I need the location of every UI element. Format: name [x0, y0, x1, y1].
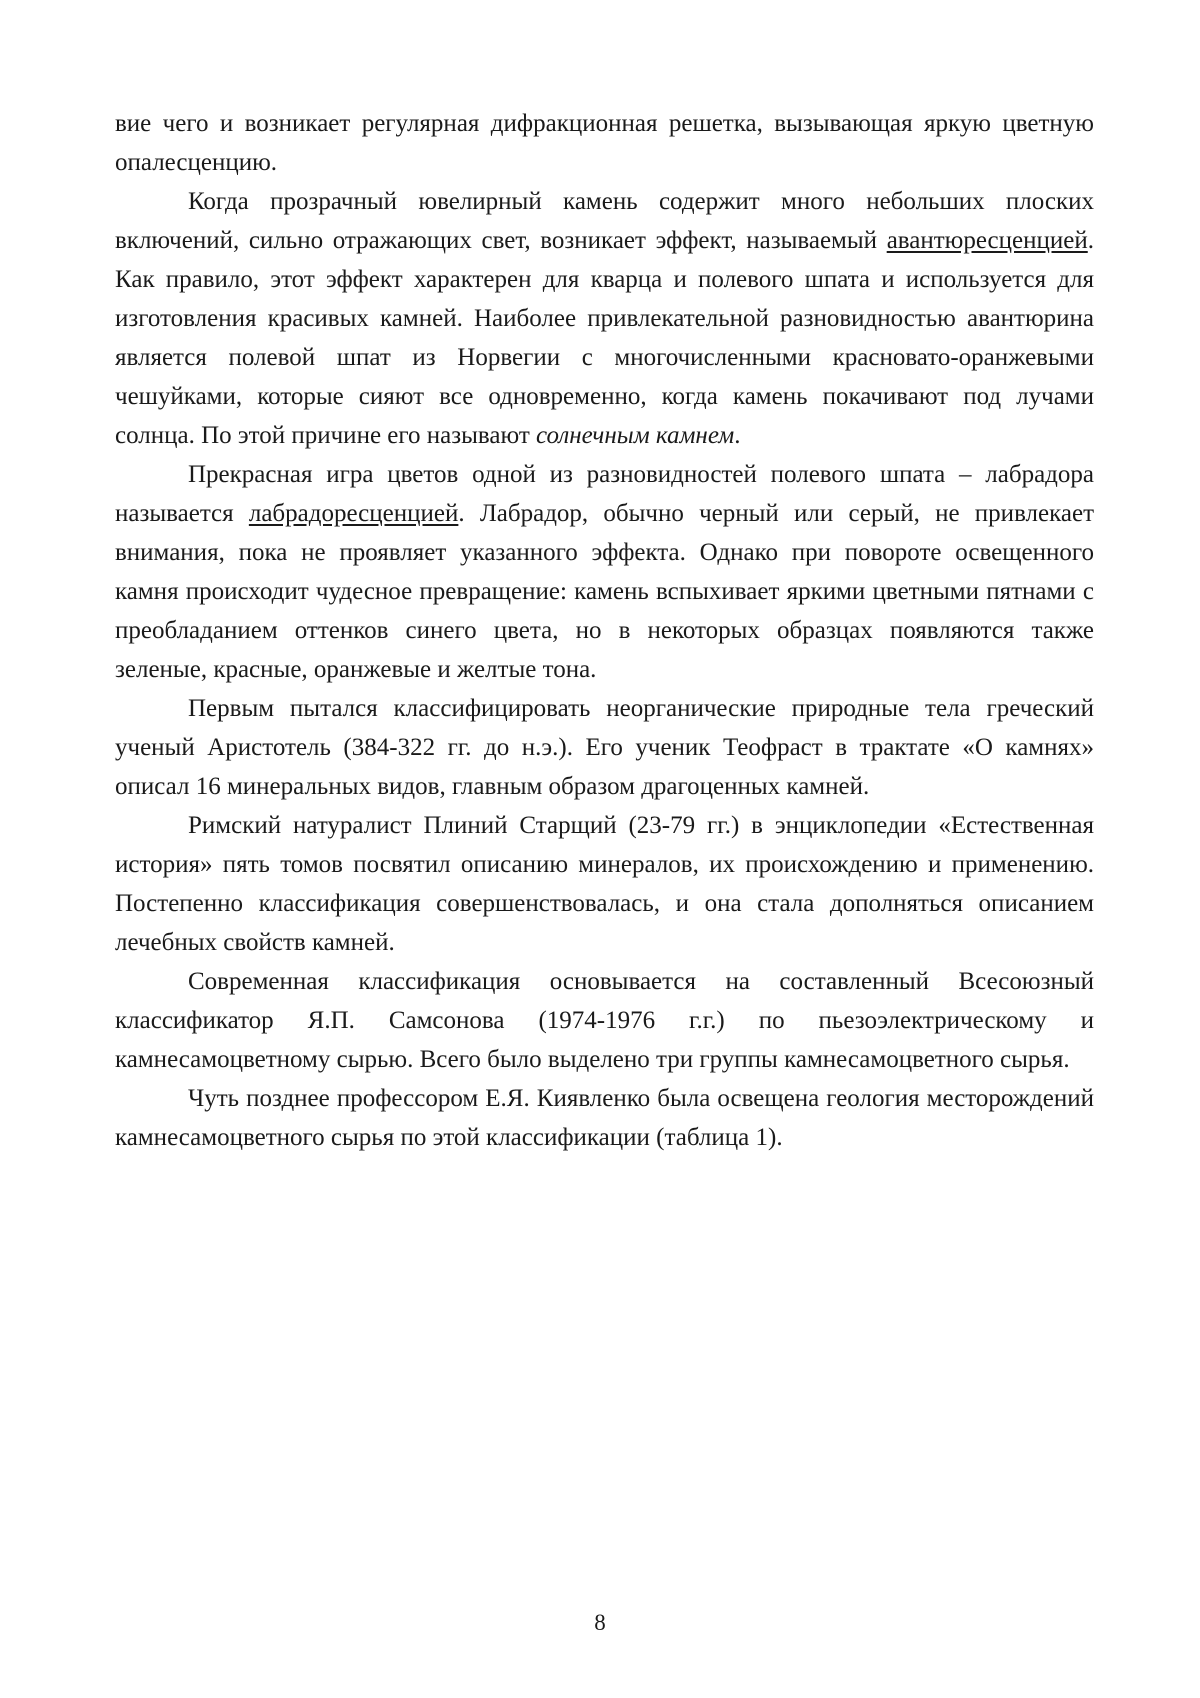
labradorescence-term: лабрадоресценцией	[249, 500, 459, 527]
paragraph-kiyavlenko: Чуть позднее профессором Е.Я. Киявленко была освещена геология месторождений камнесамоцветного сырья по этой классификации (таблица 1).	[115, 1079, 1094, 1157]
page-body	[115, 104, 1094, 1157]
aventurescence-text-start: Когда прозрачный ювелирный камень содержит много небольших плоских включений, сильно отражающих свет, возникает эффект, называемый	[115, 188, 1094, 254]
paragraph-pliny: Римский натуралист Плиний Старщий (23-79 гг.) в энциклопедии «Естественная история» пять томов посвятил описанию минералов, их происхождению и применению. Постепенно классификация совершенствовалась, и она стала дополняться описанием лечебных свойств камней.	[115, 806, 1094, 962]
paragraph-aristotle: Первым пытался классифицировать неорганические природные тела греческий ученый Аристотель (384-322 гг. до н.э.). Его ученик Теофраст в трактате «О камнях» описал 16 минеральных видов, главным образом драгоценных камней.	[115, 689, 1094, 806]
aventurescence-text-middle: . Как правило, этот эффект характерен для кварца и полевого шпата и используется для изготовления красивых камней. Наиболее привлекательной разновидностью авантюрина является полевой шпат из Норвегии с многочисленными красновато-оранжевыми чешуйками, которые сияют все одновременно, когда камень покачивают под лучами солнца. По этой причине его называют	[115, 227, 1094, 449]
sunstone-term: солнечным камнем	[536, 422, 734, 449]
aventurescence-text-end: .	[734, 422, 740, 449]
labradorescence-text-start: Прекрасная игра цветов одной из разновидностей полевого шпата – лабрадора называется	[115, 461, 1094, 527]
aventurescence-term: авантюресценцией	[887, 227, 1088, 254]
paragraph-labradorescence	[115, 455, 1094, 689]
paragraph-modern-classification: Современная классификация основывается на составленный Всесоюзный классификатор Я.П. Самсонова (1974-1976 г.г.) по пьезоэлектрическому и камнесамоцветному сырью. Всего было выделено три группы камнесамоцветного сырья.	[115, 962, 1094, 1079]
paragraph-diffraction-continuation: вие чего и возникает регулярная дифракционная решетка, вызывающая яркую цветную опалесценцию.	[115, 104, 1094, 182]
paragraph-aventurescence	[115, 182, 1094, 455]
page-number: 8	[0, 1608, 1200, 1638]
labradorescence-text-end: . Лабрадор, обычно черный или серый, не привлекает внимания, пока не проявляет указанного эффекта. Однако при повороте освещенного камня происходит чудесное превращение: камень вспыхивает яркими цветными пятнами с преобладанием оттенков синего цвета, но в некоторых образцах появляются также зеленые, красные, оранжевые и желтые тона.	[115, 500, 1094, 683]
